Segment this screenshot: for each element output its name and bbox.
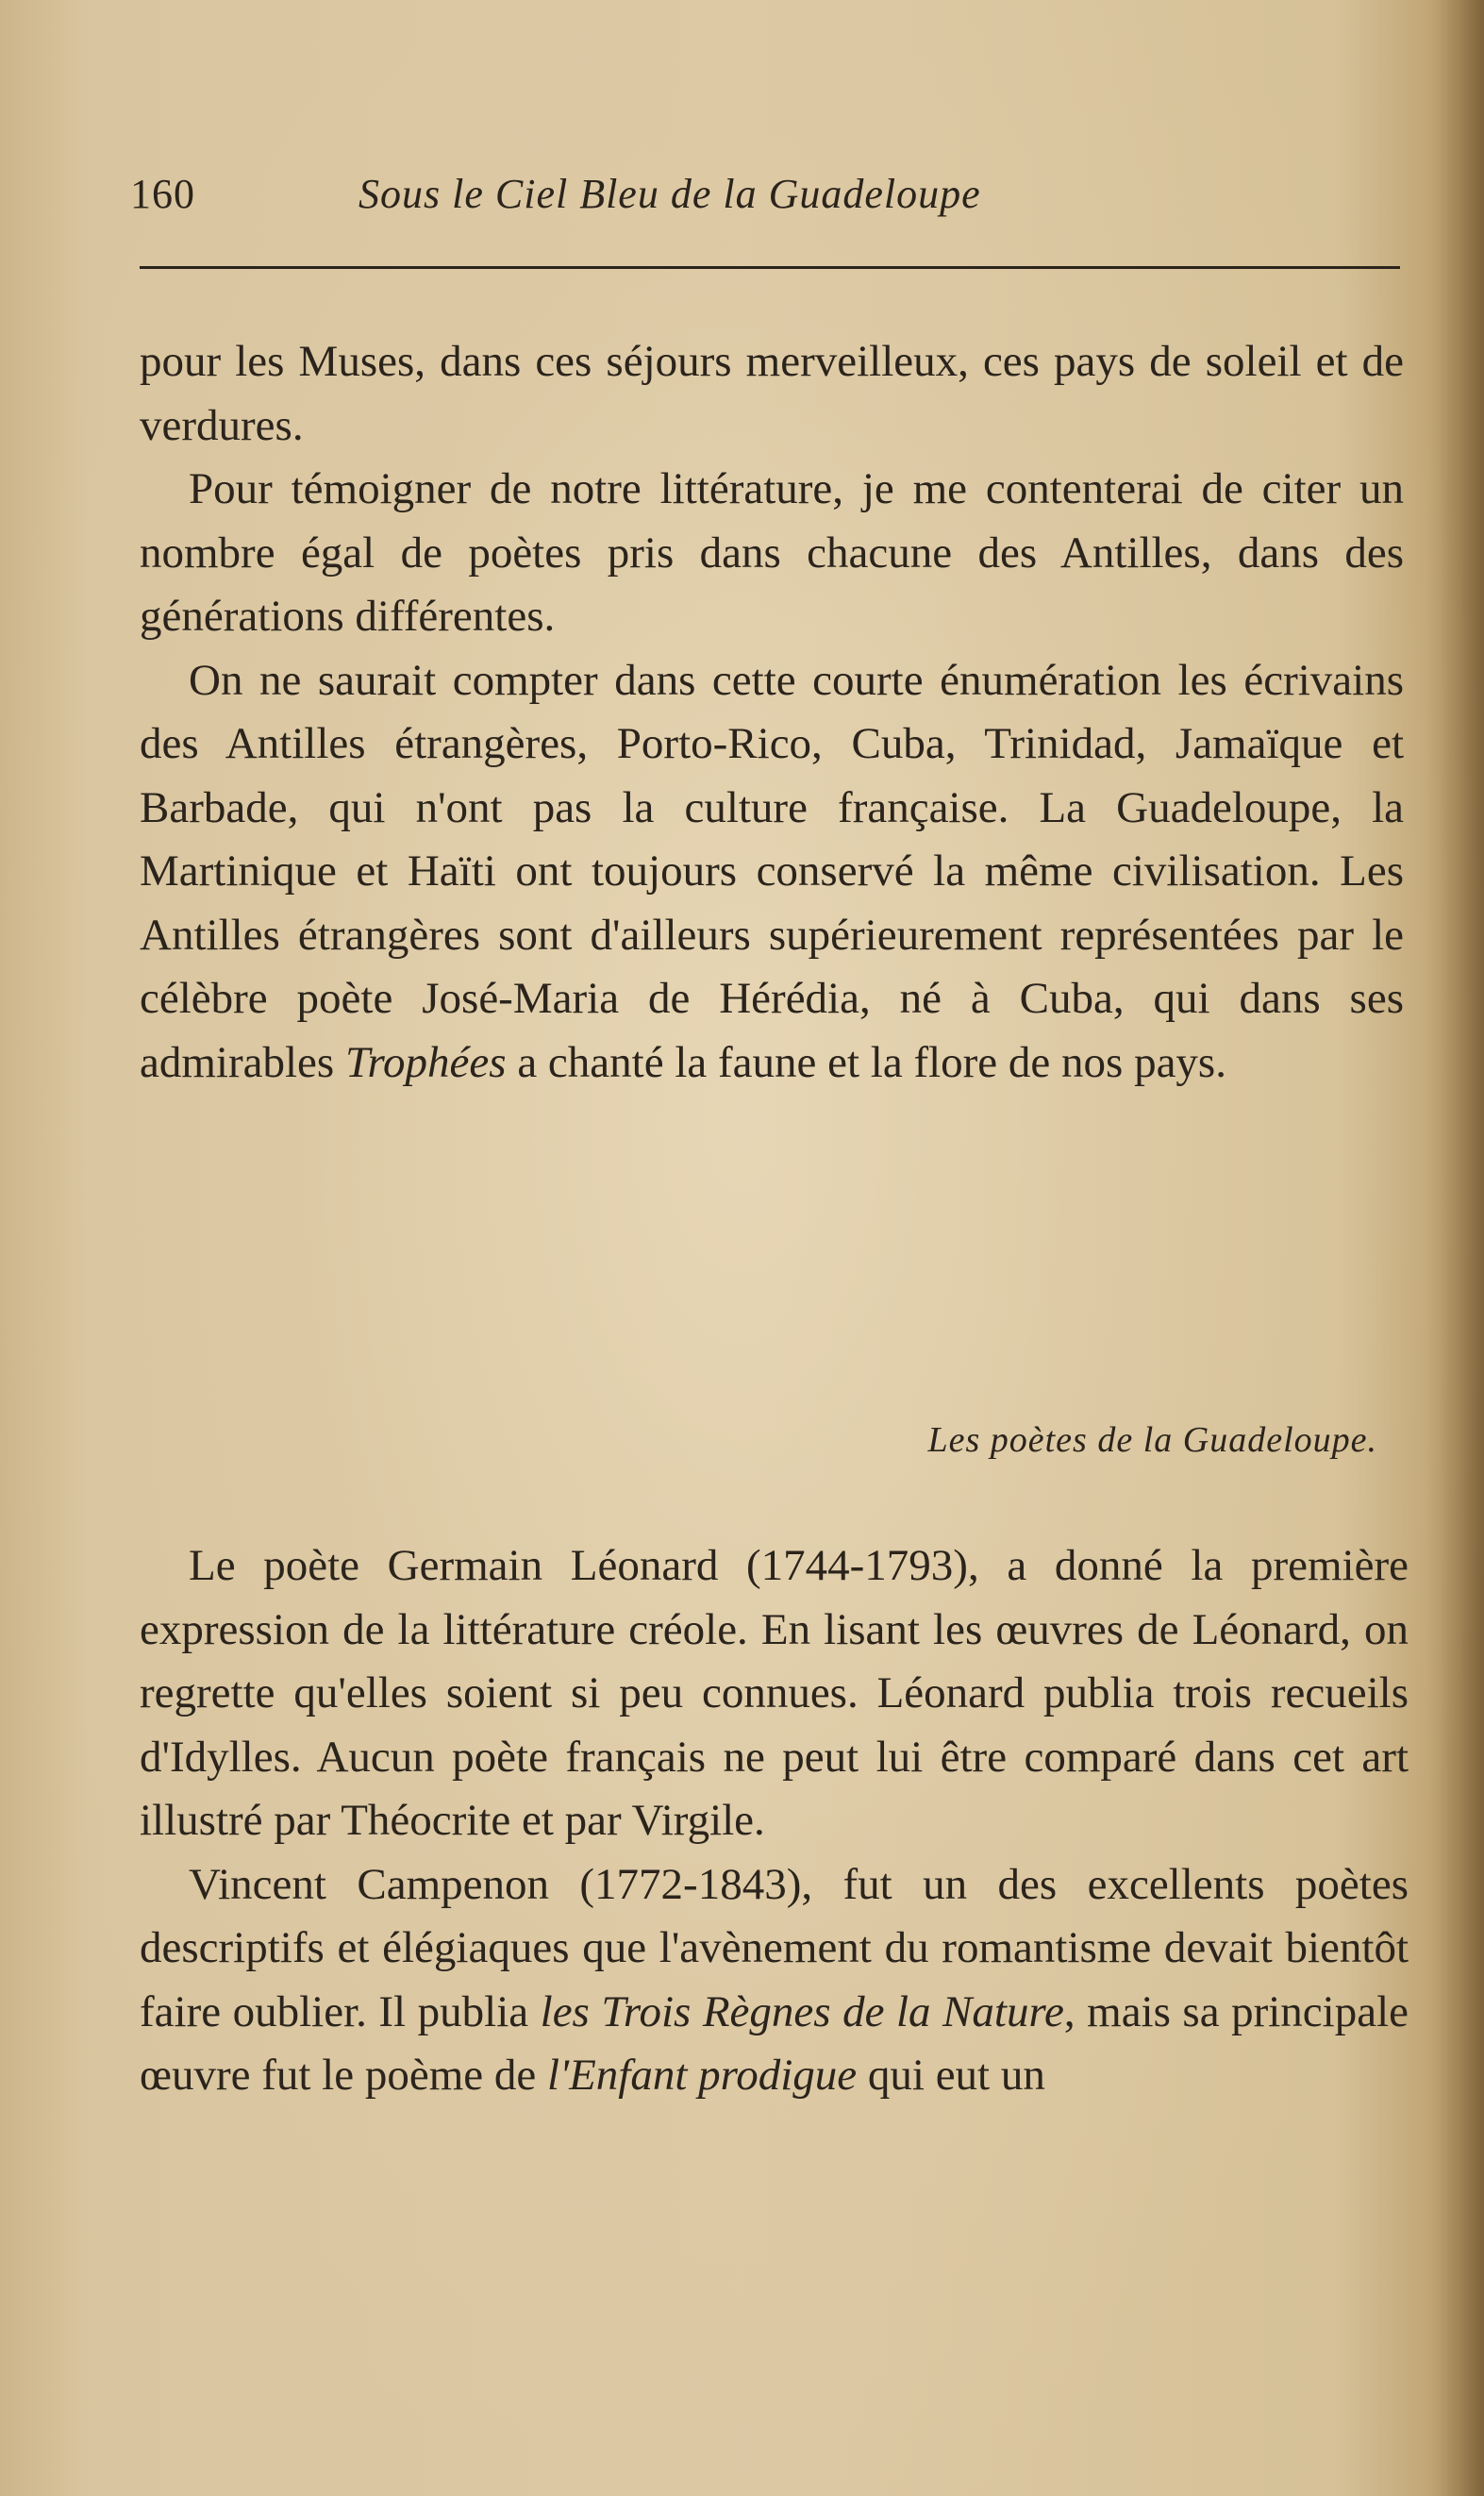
running-title: Sous le Ciel Bleu de la Guadeloupe <box>358 171 981 217</box>
paragraph-antilles <box>140 649 1404 1096</box>
paragraph-antilles-text: On ne saurait compter dans cette courte énumération les écrivains des Antilles étrangères, Porto-Rico, Cuba, Trinidad, Jamaïque et Barbade, qui n'ont pas la culture française. La Guadeloupe, la Martinique et Haïti ont toujours conservé la même civilisation. Les Antilles étrangères sont d'ailleurs supérieurement représentées par le célèbre poète José-Maria de Hérédia, né à Cuba, qui dans ses admirables <box>140 655 1404 1087</box>
paragraph-campenon-text: Vincent Campenon (1772-1843), fut un des excellents poètes descriptifs et élégiaques que l'avènement du romantisme devait bientôt faire oublier. Il publia <box>140 1859 1409 2036</box>
page-header <box>130 160 1394 226</box>
paragraph-leonard: Le poète Germain Léonard (1744-1793), a donné la première expression de la littérature créole. En lisant les œuvres de Léonard, on regrette qu'elles soient si peu connues. Léonard publia trois recueils d'Idylles. Aucun poète français ne peut lui être comparé dans cet art illustré par Théocrite et par Virgile. <box>140 1541 1409 1845</box>
header-rule <box>140 266 1400 269</box>
trois-regnes-title: les Trois Règnes de la Nature <box>540 1986 1064 2036</box>
second-text-block <box>140 1534 1409 2108</box>
main-text-block <box>140 330 1404 1095</box>
page-edge-shadow <box>1427 0 1484 2496</box>
paragraph-campenon-middle: , mais sa principale œuvre fut le poème de <box>140 1986 1409 2100</box>
paragraph-antilles-end: a chanté la faune et la flore de nos pays. <box>506 1037 1226 1087</box>
trophees-title: Trophées <box>344 1037 507 1087</box>
page-number: 160 <box>130 171 195 217</box>
paragraph-temoigner: Pour témoigner de notre littérature, je me contenterai de citer un nombre égal de poètes pris dans chacune des Antilles, dans des générations différentes. <box>140 464 1404 641</box>
section-signature: Les poètes de la Guadeloupe. <box>927 1420 1377 1460</box>
paragraph-muses: pour les Muses, dans ces séjours merveilleux, ces pays de soleil et de verdures. <box>140 337 1404 450</box>
paragraph-campenon <box>140 1853 1409 2108</box>
paragraph-campenon-end: qui eut un <box>857 2051 1045 2100</box>
enfant-prodigue-title: l'Enfant prodigue <box>546 2051 858 2100</box>
